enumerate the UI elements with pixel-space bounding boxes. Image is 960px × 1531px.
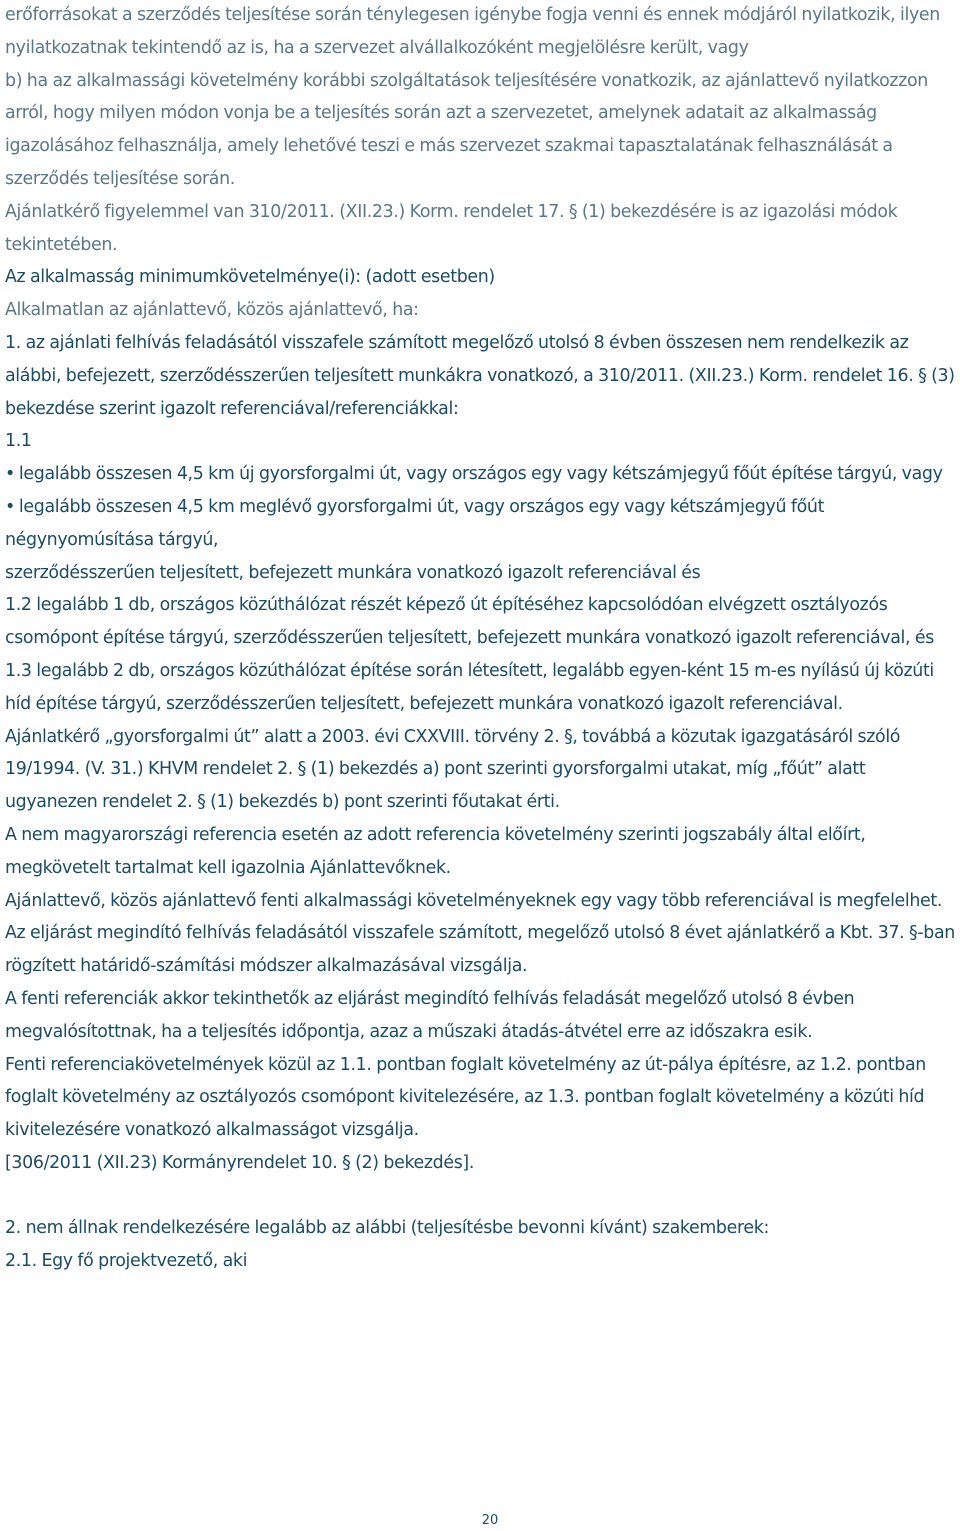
paragraph-period-calculation: Az eljárást megindító felhívás feladásától visszafele számított, megelőző utolsó 8 évet ajánlatkérő a Kbt. 37. §-ban rögzített határidő-számítási módszer alkalmazásával vizsgálja.: [5, 923, 955, 977]
bullet-item-text: legalább összesen 4,5 km meglévő gyorsforgalmi út, vagy országos egy vagy kétszámjegyű főút négynyomúsítása tárgyú,: [5, 496, 825, 550]
paragraph-item-2: 2. nem állnak rendelkezésére legalább az alábbi (teljesítésbe bevonni kívánt) szakemberek:: [5, 1218, 769, 1239]
paragraph-reference-clause: szerződésszerűen teljesített, befejezett munkára vonatkozó igazolt referenciával és: [5, 562, 701, 583]
paragraph-resources: erőforrásokat a szerződés teljesítése során ténylegesen igénybe fogja venni és ennek módjáról nyilatkozik, ilyen nyilatkozatnak tekintendő az is, ha a szervezet alvállalkozóként megjelölésre került, vagy: [5, 5, 940, 58]
paragraph-item-1: 1. az ajánlati felhívás feladásától visszafele számított megelőző utolsó 8 évben összesen nem rendelkezik az alábbi, befejezett, szerződésszerűen teljesített munkákra vonatkozó, a 310/2011. (XII.23.) Korm. rendelet 16. § (3) bekezdése szerint igazolt referenciával/referenciákkal:: [5, 332, 955, 419]
section-heading-minimum-requirements: Az alkalmasság minimumkövetelménye(i): (adott esetben): [5, 267, 495, 288]
paragraph-unsuitable-if: Alkalmatlan az ajánlattevő, közös ajánlattevő, ha:: [5, 300, 419, 321]
bullet-item-widening: [5, 491, 960, 557]
paragraph-requirement-mapping: Fenti referenciakövetelmények közül az 1.1. pontban foglalt követelmény az út-pálya építésre, az 1.2. pontban foglalt követelmény az osztályozós csomópont kivitelezésére, az 1.3. pontban foglalt követelmény a közúti híd kivitelezésére vonatkozó alkalmasságot vizsgálja.: [5, 1054, 926, 1141]
paragraph-definitions: Ajánlatkérő „gyorsforgalmi út” alatt a 2003. évi CXXVIII. törvény 2. §, továbbá a közutak igazgatásáról szóló 19/1994. (V. 31.) KHVM rendelet 2. § (1) bekezdés a) pont szerinti gyorsforgalmi utakat, míg „főút” alatt ugyanezen rendelet 2. § (1) bekezdés b) pont szerinti főutakat érti.: [5, 726, 901, 813]
paragraph-completion-time: A fenti referenciák akkor tekinthetők az eljárást megindító felhívás feladását megelőző utolsó 8 évben megvalósítottnak, ha a teljesítés időpontja, azaz a műszaki átadás-átvétel erre az időszakra esik.: [5, 988, 855, 1042]
bullet-item-text: legalább összesen 4,5 km új gyorsforgalmi út, vagy országos egy vagy kétszámjegyű főút építése tárgyú, vagy: [18, 464, 943, 485]
bullet-glyph: •: [5, 496, 15, 517]
page-number: 20: [481, 1513, 499, 1528]
paragraph-legal-citation: [306/2011 (XII.23) Kormányrendelet 10. § (2) bekezdés].: [5, 1152, 475, 1173]
paragraph-multiple-references: Ajánlattevő, közös ajánlattevő fenti alkalmassági követelményeknek egy vagy több referenciával is megfelelhet.: [5, 890, 943, 911]
bullet-glyph: •: [5, 464, 15, 485]
blank-line: [5, 1180, 960, 1213]
bullet-item-new-road: [5, 458, 960, 491]
paragraph-b-point: b) ha az alkalmassági követelmény korábbi szolgáltatások teljesítésére vonatkozik, az ajánlattevő nyilatkozzon arról, hogy milyen módon vonja be a teljesítés során azt a szervezetet, amelynek adatait az alkalmasság igazolásához felhasználja, amely lehetővé teszi e más szervezet szakmai tapasztalatának felhasználását a szerződés teljesítése során.: [5, 70, 928, 189]
document-body: [5, 0, 960, 1278]
paragraph-foreign-reference: A nem magyarországi referencia esetén az adott referencia követelmény szerinti jogszabály által előírt, megkövetelt tartalmat kell igazolnia Ajánlattevőknek.: [5, 824, 866, 878]
paragraph-item-1-1-label: 1.1: [5, 431, 32, 452]
paragraph-item-1-3: 1.3 legalább 2 db, országos közúthálózat építése során létesített, legalább egyen-ként 15 m-es nyílású új közúti híd építése tárgyú, szerződésszerűen teljesített, befejezett munkára vonatkozó igazolt referenciával.: [5, 660, 934, 714]
paragraph-item-2-1: 2.1. Egy fő projektvezető, aki: [5, 1251, 248, 1272]
paragraph-verification-note: Ajánlatkérő figyelemmel van 310/2011. (XII.23.) Korm. rendelet 17. § (1) bekezdésére is az igazolási módok tekintetében.: [5, 201, 898, 255]
paragraph-item-1-2: 1.2 legalább 1 db, országos közúthálózat részét képező út építéséhez kapcsolódóan elvégzett osztályozós csomópont építése tárgyú, szerződésszerűen teljesített, befejezett munkára vonatkozó igazolt referenciával, és: [5, 595, 934, 649]
